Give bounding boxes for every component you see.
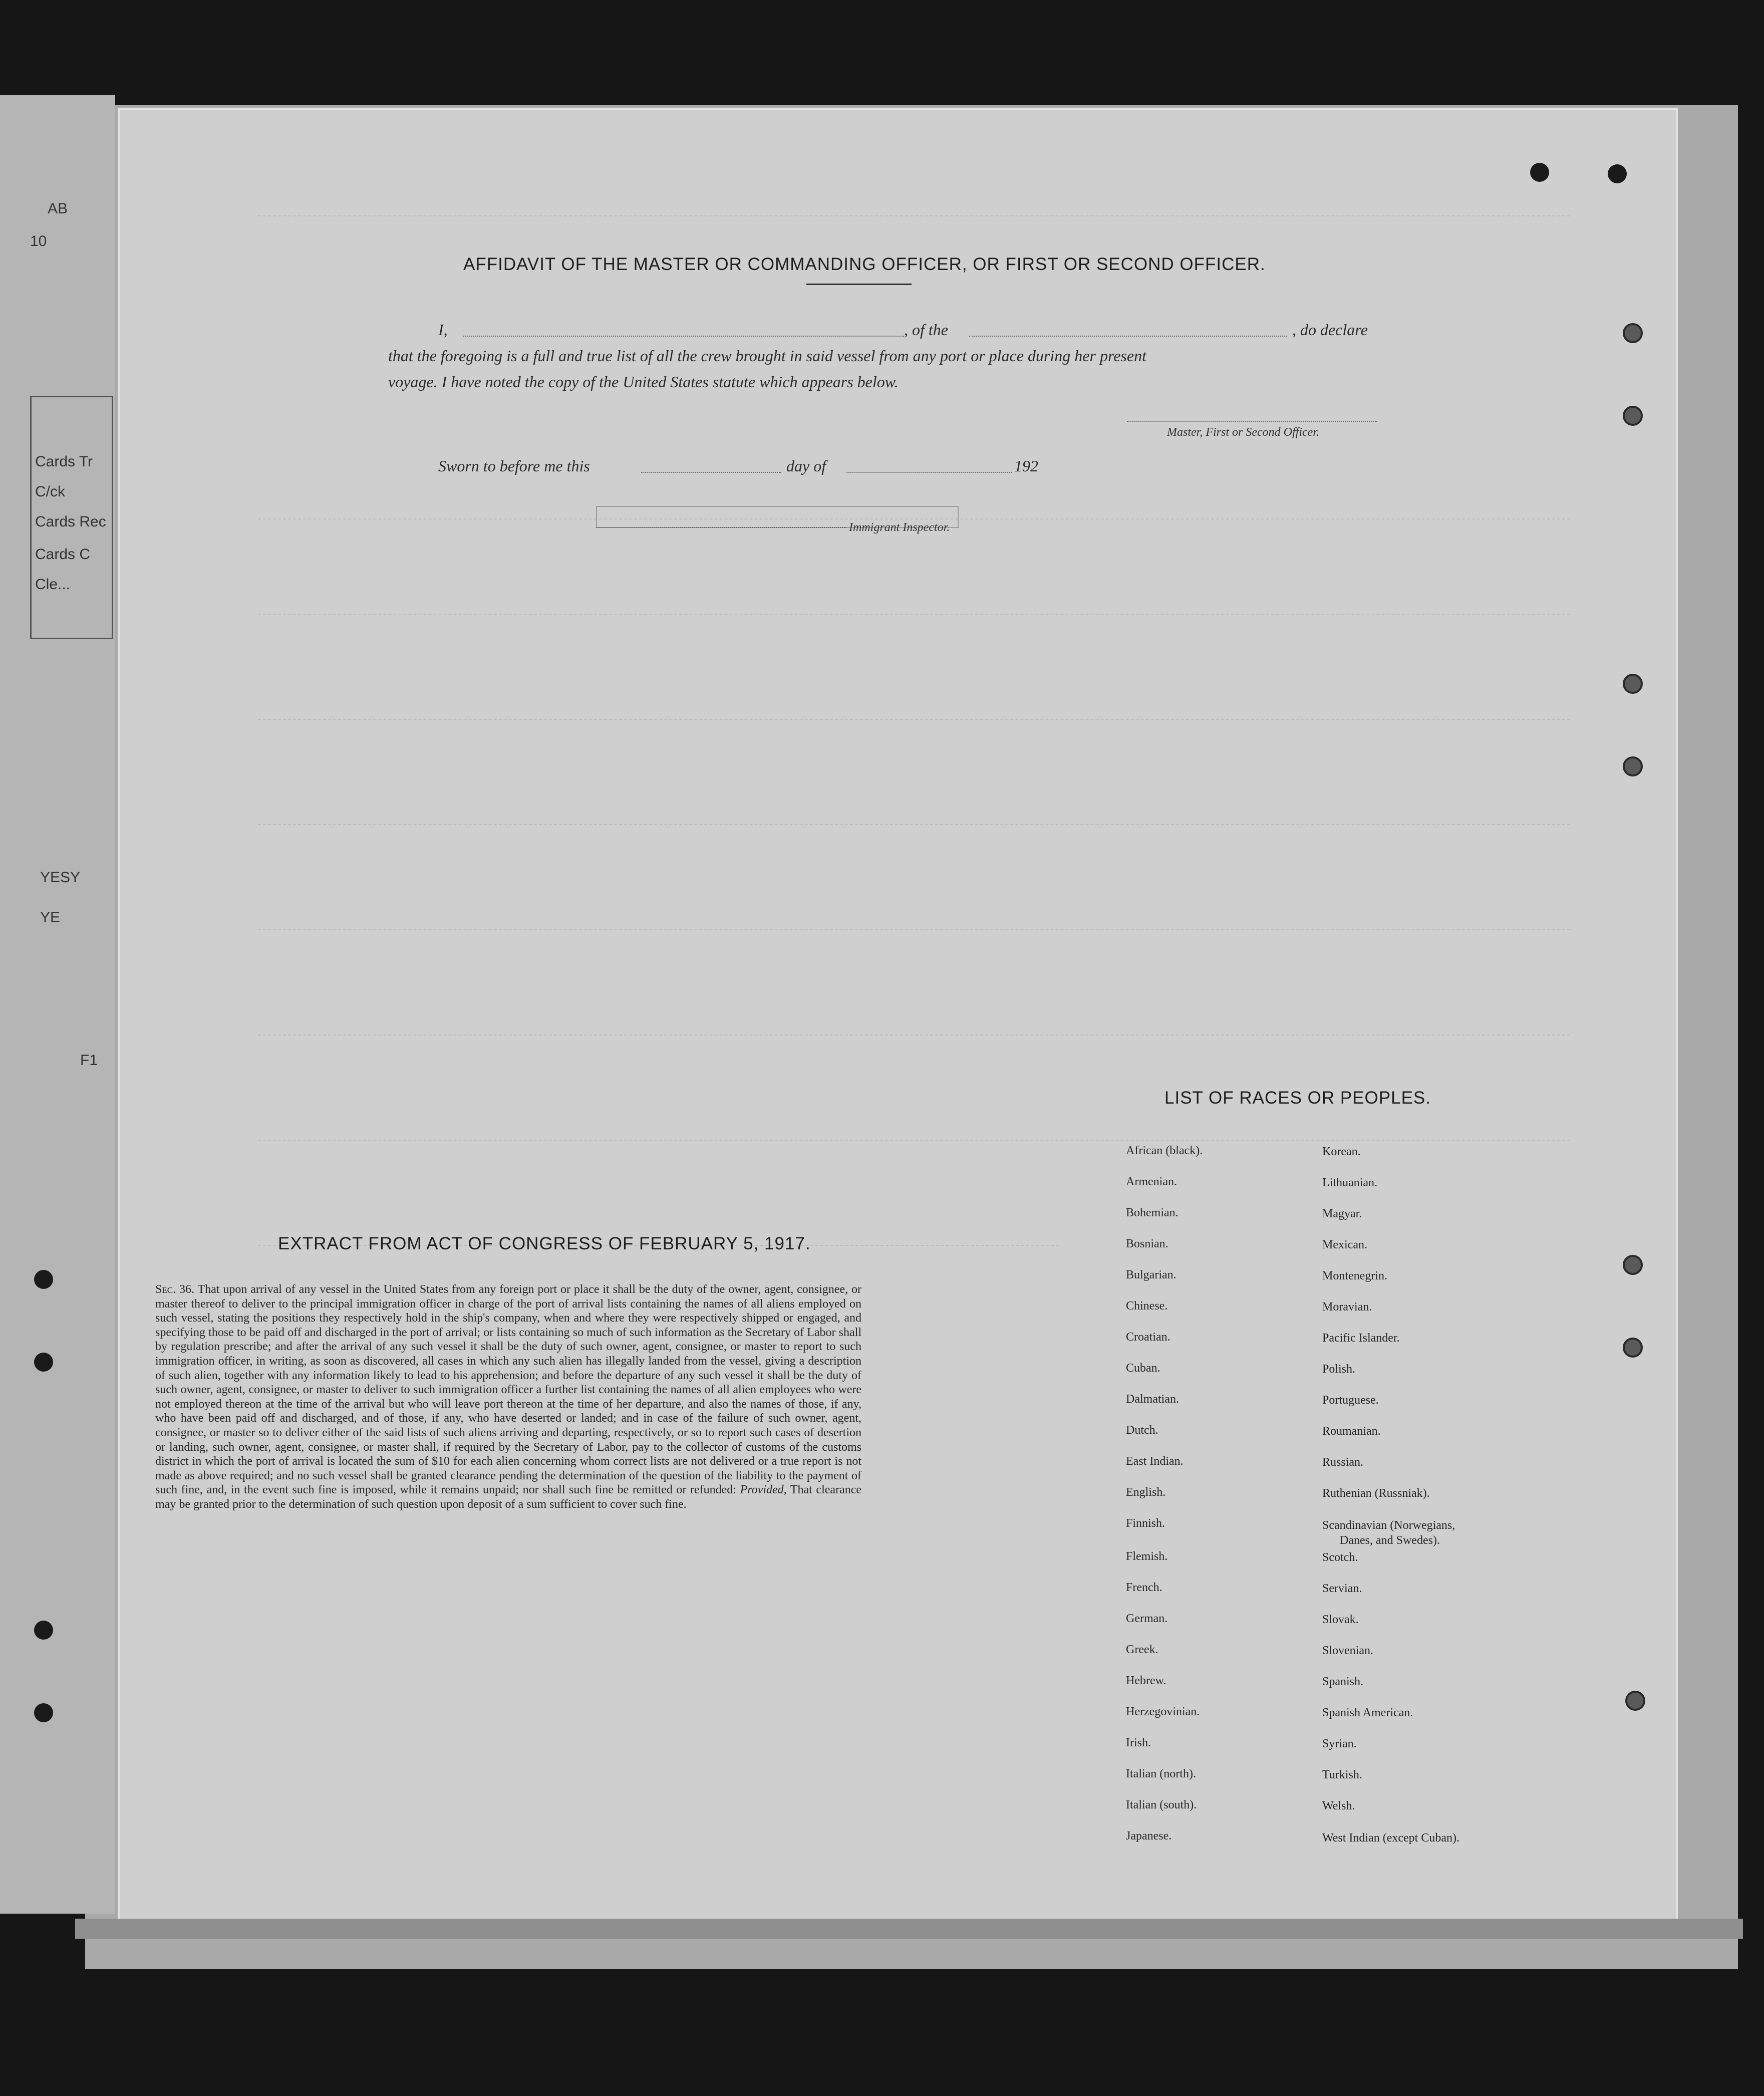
- race-entry: Lithuanian.: [1322, 1176, 1377, 1189]
- race-entry: Polish.: [1322, 1363, 1356, 1376]
- race-entry: Irish.: [1126, 1736, 1151, 1749]
- race-entry: Hebrew.: [1126, 1674, 1166, 1687]
- race-entry: Croatian.: [1126, 1331, 1170, 1344]
- race-entry: Bohemian.: [1126, 1206, 1179, 1219]
- race-entry: Welsh.: [1322, 1799, 1355, 1812]
- slip-text-line: Cards Rec: [35, 513, 106, 530]
- race-entry: Scandinavian (Norwegians,: [1322, 1519, 1455, 1532]
- race-entry: East Indian.: [1126, 1455, 1184, 1468]
- race-entry: Pacific Islander.: [1322, 1332, 1400, 1345]
- punch-hole: [1623, 1255, 1643, 1275]
- title-rule: [806, 284, 912, 285]
- punch-hole: [34, 1353, 53, 1372]
- punch-hole: [1623, 674, 1643, 694]
- act-text: [155, 1282, 861, 1512]
- slip-text-line: Cle...: [35, 576, 71, 593]
- page-bottom-edge: [75, 1919, 1743, 1939]
- affidavit-i: I,: [438, 321, 448, 339]
- vessel-blank: [969, 336, 1287, 337]
- slip-text-line: Cards Tr: [35, 453, 93, 470]
- show-through-line: [258, 1034, 1570, 1035]
- slip-text-line: AB: [48, 200, 68, 217]
- affidavit-line-3: voyage. I have noted the copy of the United States statute which appears below.: [388, 373, 899, 391]
- race-entry: German.: [1126, 1612, 1168, 1625]
- race-entry: Roumanian.: [1322, 1425, 1381, 1438]
- act-text-tail: That clearance may be granted prior to the determination of such question upon deposit of a sum sufficient to cover such fine.: [155, 1483, 861, 1511]
- race-entry: Spanish.: [1322, 1675, 1364, 1688]
- race-entry: Magyar.: [1322, 1207, 1362, 1220]
- race-entry: Italian (south).: [1126, 1798, 1197, 1811]
- race-entry: Italian (north).: [1126, 1767, 1196, 1780]
- name-blank: [463, 336, 904, 337]
- race-entry: Herzegovinian.: [1126, 1705, 1200, 1718]
- act-section-label: Sec. 36.: [155, 1283, 194, 1296]
- race-entry: Moravian.: [1322, 1300, 1372, 1314]
- slip-text-line: Cards C: [35, 546, 91, 563]
- race-entry: Scotch.: [1322, 1551, 1358, 1564]
- race-entry: Korean.: [1322, 1145, 1361, 1158]
- show-through-line: [258, 1140, 1570, 1141]
- race-entry: African (black).: [1126, 1144, 1203, 1157]
- race-entry: Finnish.: [1126, 1517, 1165, 1530]
- day-of-text: day of: [786, 457, 826, 475]
- inspector-signature-blank: [596, 527, 846, 528]
- master-caption: Master, First or Second Officer.: [1167, 426, 1319, 439]
- slip-text-line: F1: [80, 1052, 98, 1069]
- punch-hole: [1623, 1338, 1643, 1358]
- punch-hole: [1625, 1691, 1645, 1711]
- inspector-caption: Immigrant Inspector.: [849, 521, 950, 534]
- slip-text-line: YE: [40, 909, 61, 926]
- show-through-line: [258, 929, 1570, 930]
- race-entry: Russian.: [1322, 1456, 1364, 1469]
- race-entry: Flemish.: [1126, 1550, 1168, 1563]
- day-blank: [641, 472, 781, 473]
- race-entry: French.: [1126, 1581, 1162, 1594]
- slip-text-line: 10: [30, 233, 47, 249]
- act-provided: Provided,: [740, 1483, 787, 1497]
- sworn-text: Sworn to before me this: [438, 457, 590, 475]
- punch-hole: [1623, 756, 1643, 776]
- race-entry: Dalmatian.: [1126, 1393, 1179, 1406]
- race-entry: Turkish.: [1322, 1768, 1362, 1781]
- affidavit-of-the: , of the: [904, 321, 948, 339]
- race-entry: Greek.: [1126, 1643, 1158, 1656]
- punch-hole: [1623, 406, 1643, 426]
- act-text-main: That upon arrival of any vessel in the United States from any foreign port or place it shall be the duty of the owner, agent, consignee, or master thereof to deliver to the principal immigration officer in charge of the port of arrival lists containing the names of all aliens employed on such vessel, stating the positions they respectively hold in the ship's company, when and where they were respectively shipped or engaged, and specifying those to be paid off and discharged in the port of arrival; or lists containing so much of such information as the Secretary of Labor shall by regulation prescribe; and after the arrival of any such vessel it shall be the duty of such owner, agent, consignee, or master to report to such immigration officer, in writing, as soon as discovered, all cases in which any such alien has illegally landed from the vessel, giving a description of such alien, together with any information likely to lead to his apprehension; and before the departure of any such vessel it shall be the duty of such owner, agent, consignee, or master to deliver to such immigration officer a further list containing the names of all alien employees who were not employed thereon at the time of the arrival but who will leave port thereon at the time of her departure, and also the names of those, if any, who have been paid off and discharged, and of those, if any, who have deserted or landed; and in case of the failure of such owner, agent, consignee, or master so to deliver either of the said lists of such aliens arriving and departing, respectively, or so to report such cases of desertion or landing, such owner, agent, consignee, or master shall, if required by the Secretary of Labor, pay to the collector of customs of the customs district in which the port of arrival is located the sum of $10 for each alien concerning whom correct lists are not delivered or a true report is not made as above required; and no such vessel shall be granted clearance pending the determination of the question of the liability to the payment of such fine, and, in the event such fine is imposed, while it remains unpaid; nor shall such fine be remitted or refunded:: [155, 1283, 861, 1497]
- race-entry: Ruthenian (Russniak).: [1322, 1487, 1430, 1500]
- punch-hole: [34, 1703, 53, 1722]
- race-entry: Danes, and Swedes).: [1340, 1534, 1440, 1547]
- affidavit-title: AFFIDAVIT OF THE MASTER OR COMMANDING OFFICER, OR FIRST OR SECOND OFFICER.: [463, 254, 1266, 274]
- punch-hole: [34, 1621, 53, 1640]
- race-entry: Dutch.: [1126, 1424, 1158, 1437]
- show-through-line: [258, 215, 1570, 216]
- race-entry: Armenian.: [1126, 1175, 1177, 1188]
- punch-hole: [1623, 323, 1643, 343]
- races-title: LIST OF RACES OR PEOPLES.: [1164, 1088, 1431, 1108]
- race-entry: Slovenian.: [1322, 1644, 1373, 1657]
- slip-text-line: C/ck: [35, 483, 65, 500]
- slip-text-line: YESY: [40, 869, 81, 886]
- punch-hole: [1608, 164, 1627, 183]
- race-entry: Portuguese.: [1322, 1394, 1379, 1407]
- race-entry: Montenegrin.: [1322, 1269, 1387, 1282]
- punch-hole: [1530, 163, 1549, 182]
- month-blank: [846, 472, 1012, 473]
- race-entry: Japanese.: [1126, 1829, 1172, 1843]
- race-entry: English.: [1126, 1486, 1166, 1499]
- race-entry: Servian.: [1322, 1582, 1362, 1595]
- affidavit-declare: , do declare: [1292, 321, 1368, 339]
- race-entry: Spanish American.: [1322, 1706, 1413, 1719]
- race-entry: Bosnian.: [1126, 1237, 1168, 1250]
- affidavit-line-2: that the foregoing is a full and true list of all the crew brought in said vessel from any port or place during her present: [388, 347, 1146, 365]
- show-through-line: [258, 719, 1570, 720]
- race-entry: Slovak.: [1322, 1613, 1359, 1626]
- race-entry: Chinese.: [1126, 1299, 1168, 1313]
- year-prefix: 192: [1014, 457, 1038, 475]
- show-through-line: [258, 614, 1570, 615]
- side-slip: [0, 95, 115, 1914]
- race-entry: West Indian (except Cuban).: [1322, 1831, 1459, 1845]
- punch-hole: [34, 1270, 53, 1289]
- race-entry: Mexican.: [1322, 1238, 1367, 1251]
- master-signature-blank: [1127, 421, 1377, 422]
- show-through-line: [258, 824, 1570, 825]
- race-entry: Syrian.: [1322, 1737, 1357, 1750]
- act-title: EXTRACT FROM ACT OF CONGRESS OF FEBRUARY 5, 1917.: [278, 1234, 811, 1253]
- race-entry: Cuban.: [1126, 1362, 1160, 1375]
- race-entry: Bulgarian.: [1126, 1268, 1177, 1281]
